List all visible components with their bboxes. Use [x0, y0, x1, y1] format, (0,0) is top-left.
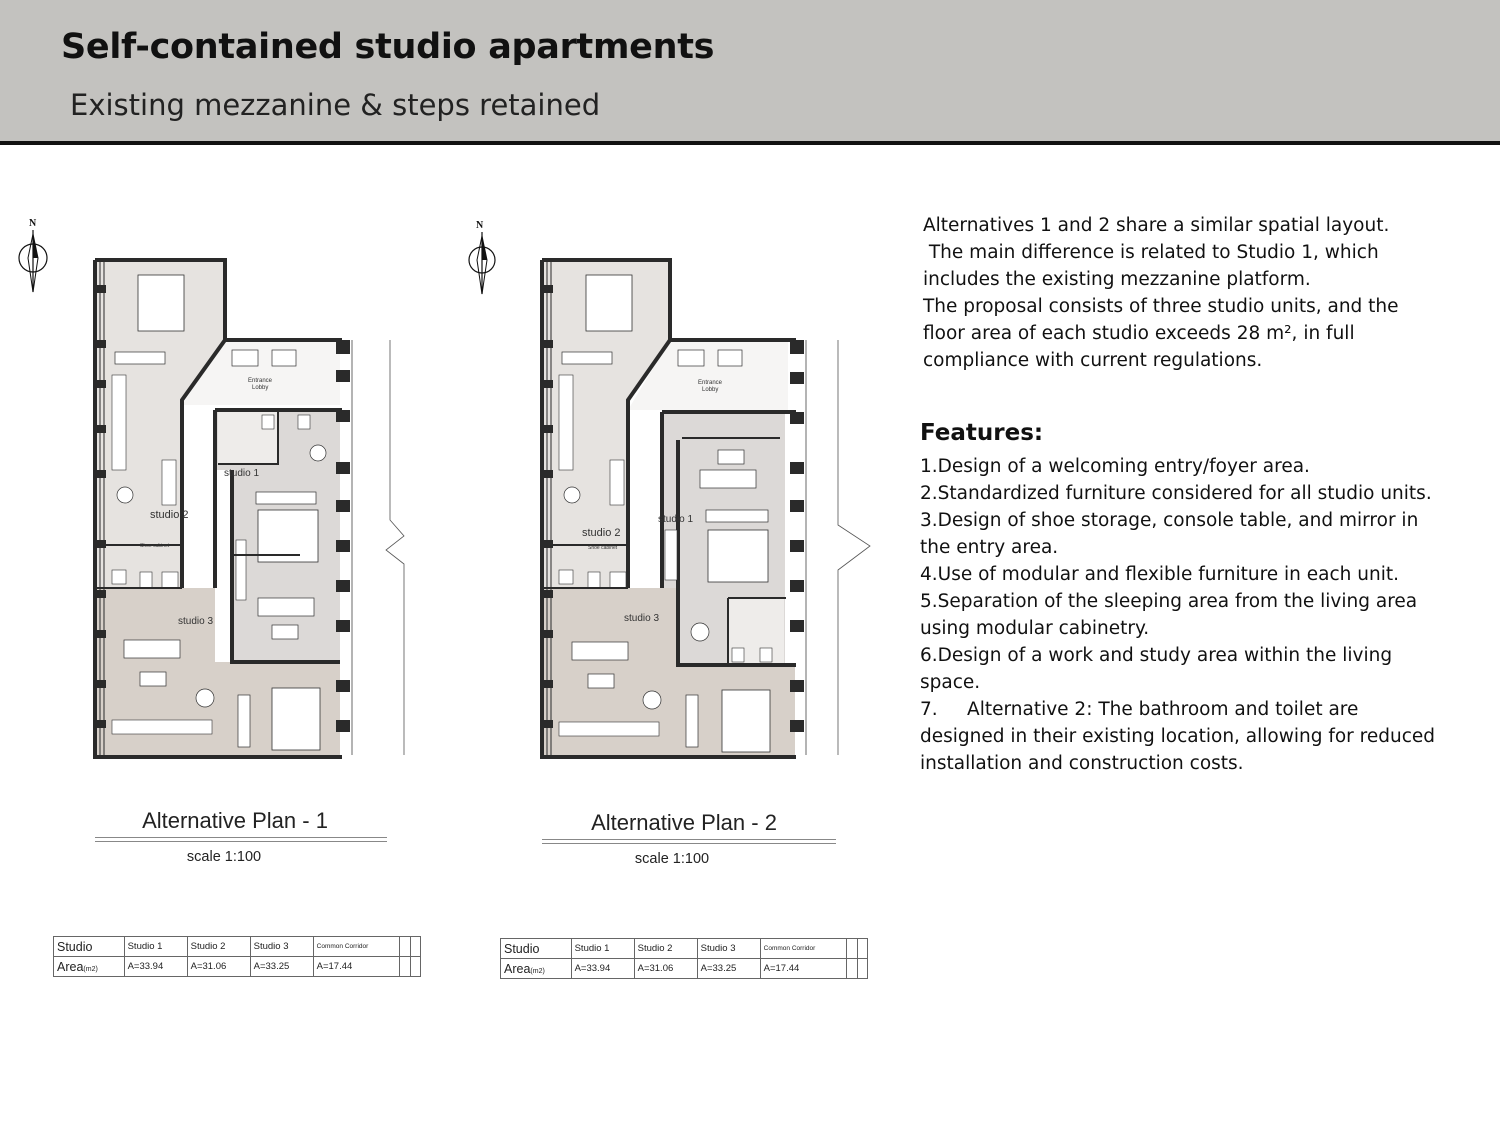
room-label-shoe-cabinet: Shoe cabinet: [140, 543, 170, 549]
room-label-studio-2: studio 2: [582, 527, 621, 539]
bed-studio-3: [722, 690, 770, 752]
room-label-entrance: Entrance: [248, 378, 273, 384]
row-header-area: Area(m2): [54, 957, 125, 977]
feature-item: 1.Design of a welcoming entry/foyer area.: [920, 456, 1310, 477]
features-list: [920, 453, 1445, 777]
empty-cell: [857, 939, 867, 959]
feature-item: 6.Design of a work and study area within the living space.: [920, 645, 1393, 693]
page-subtitle: Existing mezzanine & steps retained: [70, 88, 601, 122]
plan-2-area-table: [500, 938, 868, 979]
area-studio-3: A=33.25: [250, 957, 313, 977]
room-label-shoe-cabinet: Shoe cabinet: [588, 545, 618, 551]
svg-text:N: N: [476, 220, 484, 231]
col-common-corridor: Common Corridor: [313, 937, 400, 957]
area-studio-1: A=33.94: [124, 957, 187, 977]
room-label-studio-2: studio 2: [150, 509, 189, 521]
area-studio-1: A=33.94: [571, 959, 634, 979]
col-studio-2: Studio 2: [187, 937, 250, 957]
north-arrow-icon: [469, 220, 495, 294]
bed-studio-2: [586, 275, 632, 331]
floor-plan-2-drawing: [460, 200, 880, 820]
empty-cell: [410, 937, 420, 957]
description-line: Alternatives 1 and 2 share a similar spatial layout.: [923, 215, 1390, 236]
area-studio-3: A=33.25: [697, 959, 760, 979]
empty-cell: [410, 957, 420, 977]
features-heading: Features:: [920, 420, 1044, 446]
north-arrow-icon: [19, 218, 47, 292]
plan-1-scale: scale 1:100: [186, 849, 262, 865]
plan-1-area-table: [53, 936, 421, 977]
room-label-lobby: Lobby: [252, 385, 269, 391]
svg-text:N: N: [29, 218, 37, 229]
col-studio-1: Studio 1: [124, 937, 187, 957]
plan-1-caption: Alternative Plan - 1: [142, 808, 328, 833]
empty-cell: [400, 937, 410, 957]
room-label-studio-1: studio 1: [658, 514, 694, 525]
feature-item: 5.Separation of the sleeping area from the living area using modular cabinetry.: [920, 591, 1418, 639]
description-line: compliance with current regulations.: [923, 350, 1263, 371]
description-line: The proposal consists of three studio units, and the: [923, 296, 1399, 317]
area-common-corridor: A=17.44: [313, 957, 400, 977]
col-studio-1: Studio 1: [571, 939, 634, 959]
page-title: Self-contained studio apartments: [61, 27, 715, 67]
empty-cell: [400, 957, 410, 977]
room-label-entrance: Entrance: [698, 380, 723, 386]
description-line: floor area of each studio exceeds 28 m², in full: [923, 323, 1355, 344]
empty-cell: [857, 959, 867, 979]
col-studio-3: Studio 3: [250, 937, 313, 957]
col-common-corridor: Common Corridor: [760, 939, 847, 959]
area-common-corridor: A=17.44: [760, 959, 847, 979]
room-label-studio-1: studio 1: [224, 468, 260, 479]
floor-plan-1-drawing: [0, 200, 450, 820]
bed-studio-1: [708, 530, 768, 582]
room-label-studio-3: studio 3: [178, 616, 214, 627]
feature-item: 7. Alternative 2: The bathroom and toilet are designed in their existing location, allowing for reduced installation and construction costs.: [920, 699, 1436, 774]
row-header-area: Area(m2): [501, 959, 572, 979]
col-studio-2: Studio 2: [634, 939, 697, 959]
feature-item: 2.Standardized furniture considered for all studio units.: [920, 483, 1432, 504]
bed-studio-3: [272, 688, 320, 750]
room-label-studio-3: studio 3: [624, 613, 660, 624]
feature-item: 4.Use of modular and flexible furniture in each unit.: [920, 564, 1399, 585]
area-studio-2: A=31.06: [634, 959, 697, 979]
row-header-studio: Studio: [501, 939, 572, 959]
description-line: includes the existing mezzanine platform.: [923, 269, 1311, 290]
area-studio-2: A=31.06: [187, 957, 250, 977]
row-header-studio: Studio: [54, 937, 125, 957]
col-studio-3: Studio 3: [697, 939, 760, 959]
empty-cell: [847, 939, 857, 959]
plan-2-caption-rule: [542, 839, 836, 844]
bed-studio-2: [138, 275, 184, 331]
room-label-lobby: Lobby: [702, 387, 719, 393]
description-paragraph: [923, 212, 1463, 374]
empty-cell: [847, 959, 857, 979]
plan-1-caption-rule: [95, 837, 387, 842]
plan-2-scale: scale 1:100: [634, 851, 710, 867]
description-line: The main difference is related to Studio 1, which: [923, 242, 1379, 263]
header-band: [0, 0, 1500, 145]
plan-2-caption: Alternative Plan - 2: [591, 810, 777, 835]
feature-item: 3.Design of shoe storage, console table, and mirror in the entry area.: [920, 510, 1419, 558]
